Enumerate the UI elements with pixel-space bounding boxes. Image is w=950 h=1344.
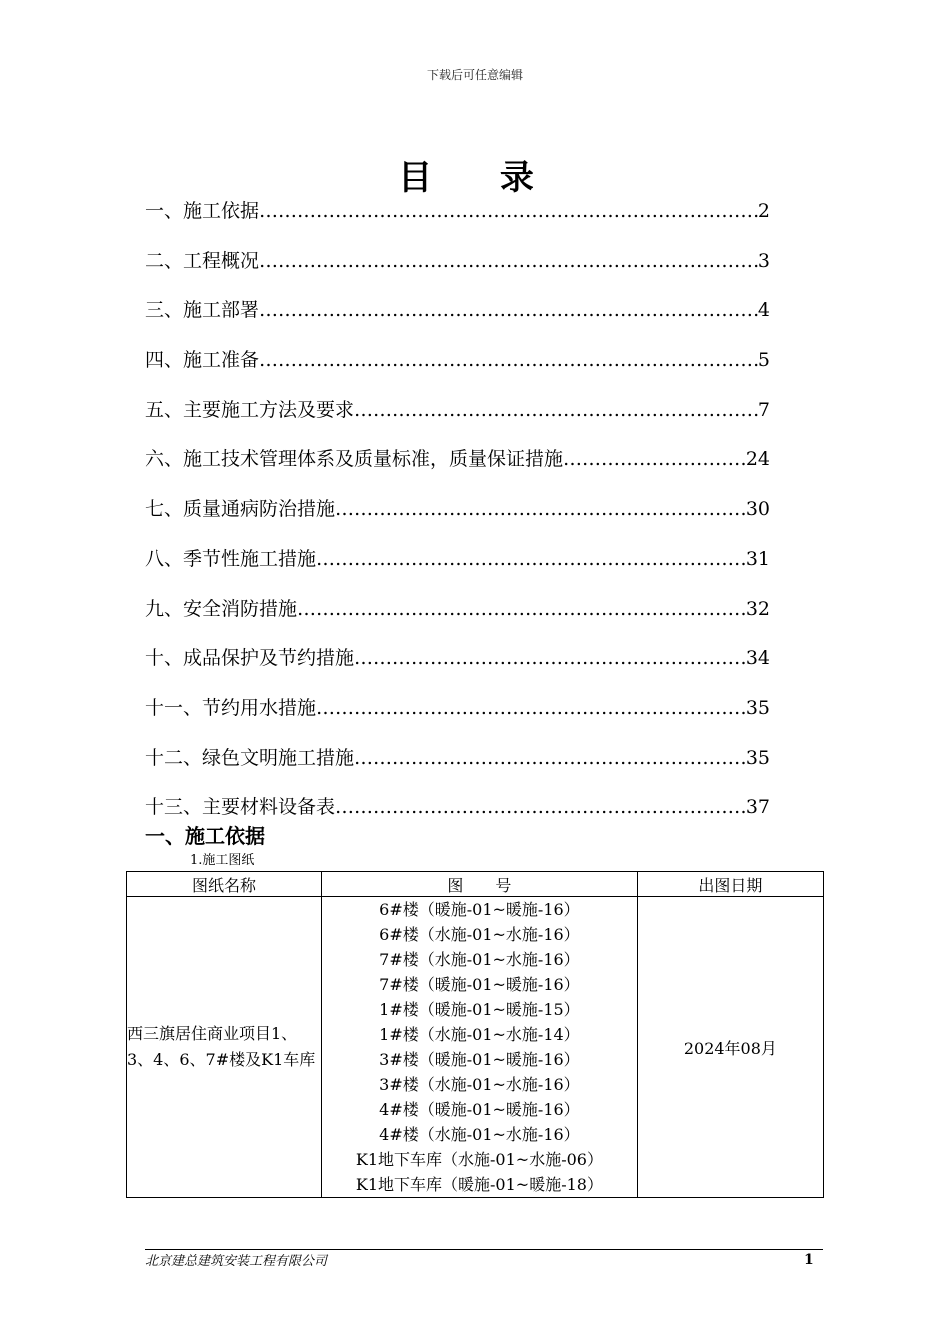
toc-entry-label: 七、质量通病防治措施 <box>145 498 336 521</box>
toc-leader-dots <box>259 200 758 222</box>
table-header-row <box>127 872 824 897</box>
footer-company: 北京建总建筑安装工程有限公司 <box>145 1254 328 1269</box>
header-drawing-name: 图纸名称 <box>127 872 322 897</box>
toc-entry-label: 十一、节约用水措施 <box>145 696 317 719</box>
toc-entry-page: 34 <box>745 647 770 670</box>
toc-entry[interactable] <box>145 196 770 246</box>
drawing-number: 3#楼（暖施-01~暖施-16） <box>379 1050 580 1069</box>
toc-entry[interactable] <box>145 345 770 395</box>
footer-page-number: 1 <box>804 1252 814 1268</box>
toc-entry-label: 八、季节性施工措施 <box>145 547 317 570</box>
toc-leader-dots <box>335 498 746 520</box>
drawing-number: 1#楼（暖施-01~暖施-15） <box>379 1000 580 1019</box>
toc-title: 目 录 <box>398 158 562 198</box>
toc-entry-page: 37 <box>745 796 770 819</box>
toc-entry-page: 4 <box>757 299 770 322</box>
header-issue-date: 出图日期 <box>637 872 823 897</box>
toc-entry[interactable] <box>145 693 770 743</box>
toc-entry-label: 六、施工技术管理体系及质量标准，质量保证措施 <box>145 448 564 471</box>
toc-leader-dots <box>354 647 746 669</box>
drawing-number: 6#楼（暖施-01~暖施-16） <box>379 900 580 919</box>
toc-entry-page: 35 <box>745 746 770 769</box>
toc-entry-page: 35 <box>745 696 770 719</box>
toc-leader-dots <box>563 448 746 470</box>
drawing-number: K1地下车库（暖施-01~暖施-18） <box>355 1175 603 1194</box>
toc-entry[interactable] <box>145 494 770 544</box>
drawing-number: 3#楼（水施-01~水施-16） <box>379 1075 580 1094</box>
toc-entry[interactable] <box>145 594 770 644</box>
toc-entry[interactable] <box>145 246 770 296</box>
toc-leader-dots <box>316 548 746 570</box>
header-drawing-number: 图 号 <box>322 872 638 897</box>
drawing-number: 4#楼（暖施-01~暖施-16） <box>379 1100 580 1119</box>
drawing-numbers-cell <box>322 897 638 1198</box>
section-heading: 一、施工依据 <box>145 824 265 848</box>
toc-entry-label: 十、成品保护及节约措施 <box>145 647 355 670</box>
toc-entry-label: 五、主要施工方法及要求 <box>145 398 355 421</box>
toc-entry-page: 7 <box>757 398 770 421</box>
toc-entry-page: 24 <box>745 448 770 471</box>
toc-entry-label: 九、安全消防措施 <box>145 597 298 620</box>
toc-entry-page: 2 <box>757 200 770 222</box>
toc-entry-page: 31 <box>745 547 770 570</box>
drawings-table <box>126 871 824 1198</box>
toc-leader-dots <box>259 349 758 371</box>
table-of-contents <box>145 196 770 842</box>
project-name-cell: 西三旗居住商业项目1、3、4、6、7#楼及K1车库 <box>127 897 322 1198</box>
sub-heading: 1.施工图纸 <box>190 853 255 868</box>
drawing-number: 6#楼（水施-01~水施-16） <box>379 925 580 944</box>
toc-entry-page: 30 <box>745 498 770 521</box>
toc-entry-label: 二、工程概况 <box>145 249 260 272</box>
drawing-number: K1地下车库（水施-01~水施-06） <box>355 1150 603 1169</box>
toc-leader-dots <box>259 250 758 272</box>
toc-entry-label: 四、施工准备 <box>145 349 260 372</box>
toc-entry-page: 5 <box>757 349 770 372</box>
header-note: 下载后可任意编辑 <box>426 68 523 82</box>
drawing-number: 7#楼（水施-01~水施-16） <box>379 950 580 969</box>
toc-entry-page: 3 <box>757 249 770 272</box>
drawing-number: 4#楼（水施-01~水施-16） <box>379 1125 580 1144</box>
toc-leader-dots <box>297 598 746 620</box>
toc-entry[interactable] <box>145 643 770 693</box>
table-row <box>127 897 824 1198</box>
toc-entry-page: 32 <box>745 597 770 620</box>
toc-leader-dots <box>316 697 746 719</box>
toc-entry-label: 十二、绿色文明施工措施 <box>145 746 355 769</box>
toc-entry[interactable] <box>145 395 770 445</box>
toc-leader-dots <box>354 747 746 769</box>
toc-entry[interactable] <box>145 743 770 793</box>
drawing-number: 7#楼（暖施-01~暖施-16） <box>379 975 580 994</box>
toc-entry-label: 三、施工部署 <box>145 299 260 322</box>
toc-entry[interactable] <box>145 544 770 594</box>
toc-entry-label: 十三、主要材料设备表 <box>145 796 336 819</box>
toc-leader-dots <box>259 299 758 321</box>
issue-date-cell: 2024年08月 <box>637 897 823 1198</box>
toc-leader-dots <box>335 796 746 818</box>
drawing-number: 1#楼（水施-01~水施-14） <box>379 1025 580 1044</box>
toc-entry[interactable] <box>145 444 770 494</box>
toc-entry-label: 一、施工依据 <box>145 200 260 222</box>
toc-leader-dots <box>354 399 758 421</box>
toc-entry[interactable] <box>145 295 770 345</box>
